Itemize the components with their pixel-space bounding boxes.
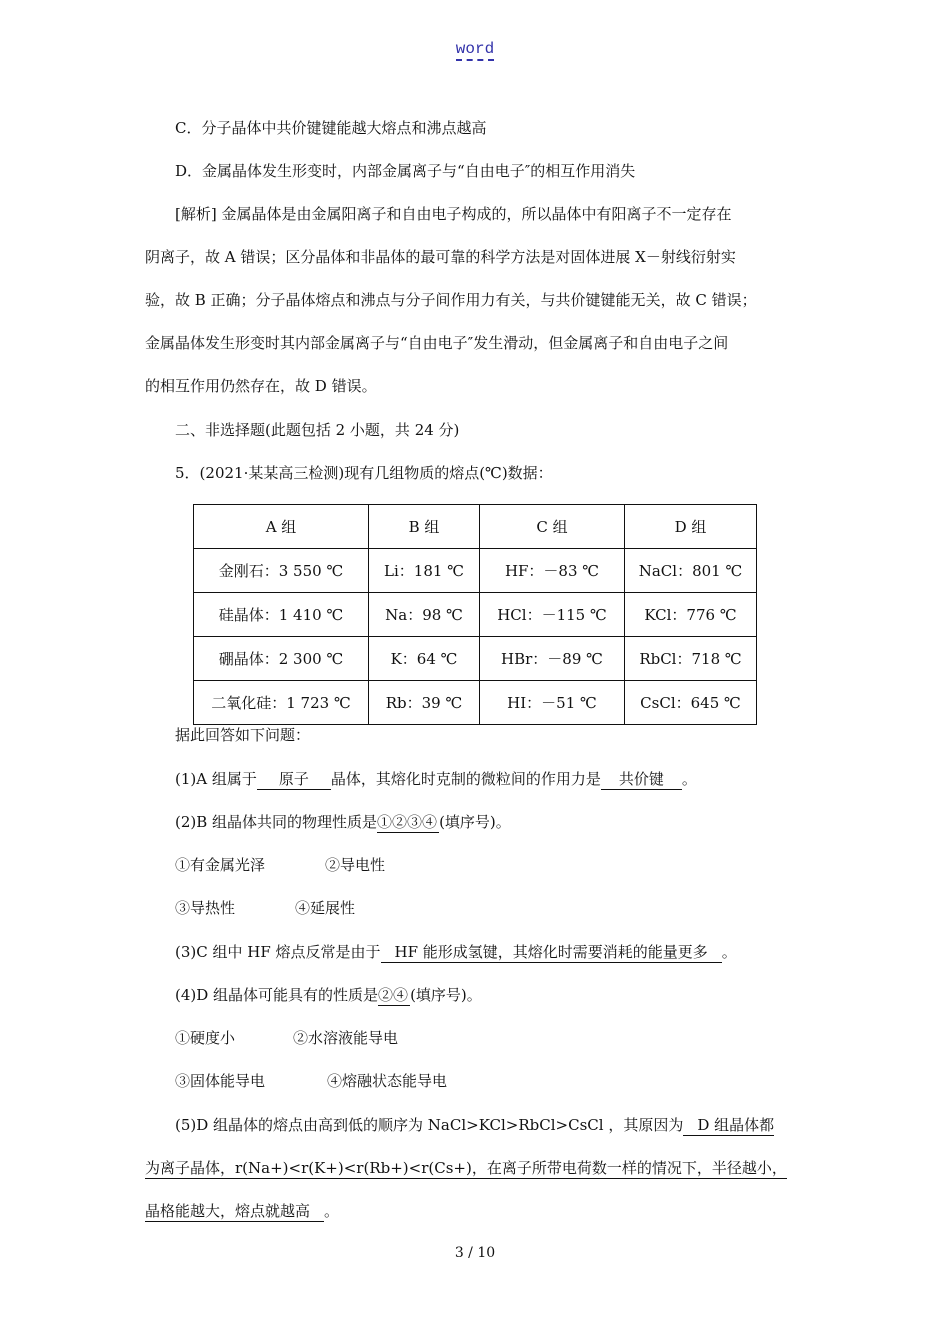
question-5-3 <box>175 941 840 963</box>
table-cell: 金刚石：3 550 ℃ <box>194 549 369 593</box>
page-header <box>0 40 950 58</box>
table-row <box>194 593 757 637</box>
q4-option-1: ①硬度小 <box>175 1029 236 1047</box>
table-row <box>194 681 757 725</box>
table-cell: RbCl：718 ℃ <box>625 637 757 681</box>
table-header-cell: A 组 <box>194 505 369 549</box>
explanation-line-3: 验，故 B 正确；分子晶体熔点和沸点与分子间作用力有关，与共价键键能无关，故 C 错误； <box>145 291 757 309</box>
table-cell: Na：98 ℃ <box>369 593 480 637</box>
question-5-4 <box>175 984 840 1006</box>
q2-end: (填序号)。 <box>439 813 511 831</box>
table-cell: HF：－83 ℃ <box>480 549 625 593</box>
explanation-line-4: 金属晶体发生形变时其内部金属离子与“自由电子″发生滑动，但金属离子和自由电子之间 <box>145 334 729 352</box>
answer-prompt: 据此回答如下问题： <box>175 726 311 744</box>
q4-options-row-2 <box>175 1070 840 1092</box>
table-cell: Rb：39 ℃ <box>369 681 480 725</box>
q2-option-4: ④延展性 <box>295 899 356 917</box>
table-row <box>194 637 757 681</box>
table-cell: CsCl：645 ℃ <box>625 681 757 725</box>
table-header-row <box>194 505 757 549</box>
table-cell: K：64 ℃ <box>369 637 480 681</box>
q4-option-3: ③固体能导电 <box>175 1072 266 1090</box>
q1-answer-2: 共价键 <box>601 770 682 790</box>
table-cell: NaCl：801 ℃ <box>625 549 757 593</box>
q5-prefix: (5)D 组晶体的熔点由高到低的顺序为 NaCl>KCl>RbCl>CsCl ，其原因为 <box>175 1116 684 1134</box>
table-header-cell: C 组 <box>480 505 625 549</box>
q4-end: (填序号)。 <box>410 986 482 1004</box>
q4-prefix: (4)D 组晶体可能具有的性质是 <box>175 986 379 1004</box>
q3-prefix: (3)C 组中 HF 熔点反常是由于 <box>175 943 381 961</box>
question-5-stem: 5．(2021·某某高三检测)现有几组物质的熔点(℃)数据： <box>175 464 553 482</box>
table-cell: KCl：776 ℃ <box>625 593 757 637</box>
q4-options-row-1 <box>175 1027 840 1049</box>
question-5-1 <box>175 768 840 790</box>
table-cell: 硼晶体：2 300 ℃ <box>194 637 369 681</box>
question-5-2 <box>175 811 840 833</box>
q4-option-4: ④熔融状态能导电 <box>327 1072 448 1090</box>
q2-options-row-1 <box>175 854 840 876</box>
option-d: D．金属晶体发生形变时，内部金属离子与“自由电子″的相互作用消失 <box>175 162 636 180</box>
table-cell: HBr：－89 ℃ <box>480 637 625 681</box>
melting-point-table <box>193 504 757 725</box>
q2-option-2: ②导电性 <box>325 856 386 874</box>
q5-answer-2: 为离子晶体，r(Na+)<r(K+)<r(Rb+)<r(Cs+)，在离子所带电荷数一样的情况下，半径越小， <box>145 1159 787 1177</box>
option-c: C．分子晶体中共价键键能越大熔点和沸点越高 <box>175 119 487 137</box>
question-5-5 <box>175 1114 840 1136</box>
q2-answer: ①②③④ <box>377 813 438 831</box>
q3-answer: HF 能形成氢键，其熔化时需要消耗的能量更多 <box>381 943 722 963</box>
table-row <box>194 549 757 593</box>
explanation-line-2: 阴离子，故 A 错误；区分晶体和非晶体的最可靠的科学方法是对固体进展 X－射线衍射实 <box>145 248 736 266</box>
section-heading: 二、非选择题(此题包括 2 小题，共 24 分) <box>175 421 460 439</box>
table-cell: 硅晶体：1 410 ℃ <box>194 593 369 637</box>
explanation-line-1: [解析] 金属晶体是由金属阳离子和自由电子构成的，所以晶体中有阳离子不一定存在 <box>175 205 732 223</box>
table-cell: HCl：－115 ℃ <box>480 593 625 637</box>
q1-prefix: (1)A 组属于 <box>175 770 257 788</box>
page-number: 3 / 10 <box>454 1245 496 1261</box>
table-header-cell: B 组 <box>369 505 480 549</box>
explanation-line-5: 的相互作用仍然存在，故 D 错误。 <box>145 377 377 395</box>
q4-option-2: ②水溶液能导电 <box>293 1029 399 1047</box>
table-cell: HI：－51 ℃ <box>480 681 625 725</box>
q2-option-1: ①有金属光泽 <box>175 856 266 874</box>
q5-answer-1: D 组晶体都 <box>683 1116 774 1136</box>
q5-answer-line-3 <box>145 1200 810 1222</box>
table-cell: 二氧化硅：1 723 ℃ <box>194 681 369 725</box>
q2-prefix: (2)B 组晶体共同的物理性质是 <box>175 813 378 831</box>
q2-option-3: ③导热性 <box>175 899 236 917</box>
q3-end: 。 <box>721 943 737 961</box>
q1-answer-1: 原子 <box>257 770 331 790</box>
q1-mid: 晶体，其熔化时克制的微粒间的作用力是 <box>330 770 601 788</box>
table-cell: Li：181 ℃ <box>369 549 480 593</box>
q5-end: 。 <box>324 1202 340 1220</box>
header-title: word <box>456 40 494 61</box>
q4-answer: ②④ <box>378 986 409 1004</box>
q2-options-row-2 <box>175 897 840 919</box>
q1-end: 。 <box>681 770 697 788</box>
q5-answer-3: 晶格能越大，熔点就越高 <box>145 1202 324 1222</box>
q5-answer-line-2 <box>145 1157 810 1179</box>
table-header-cell: D 组 <box>625 505 757 549</box>
